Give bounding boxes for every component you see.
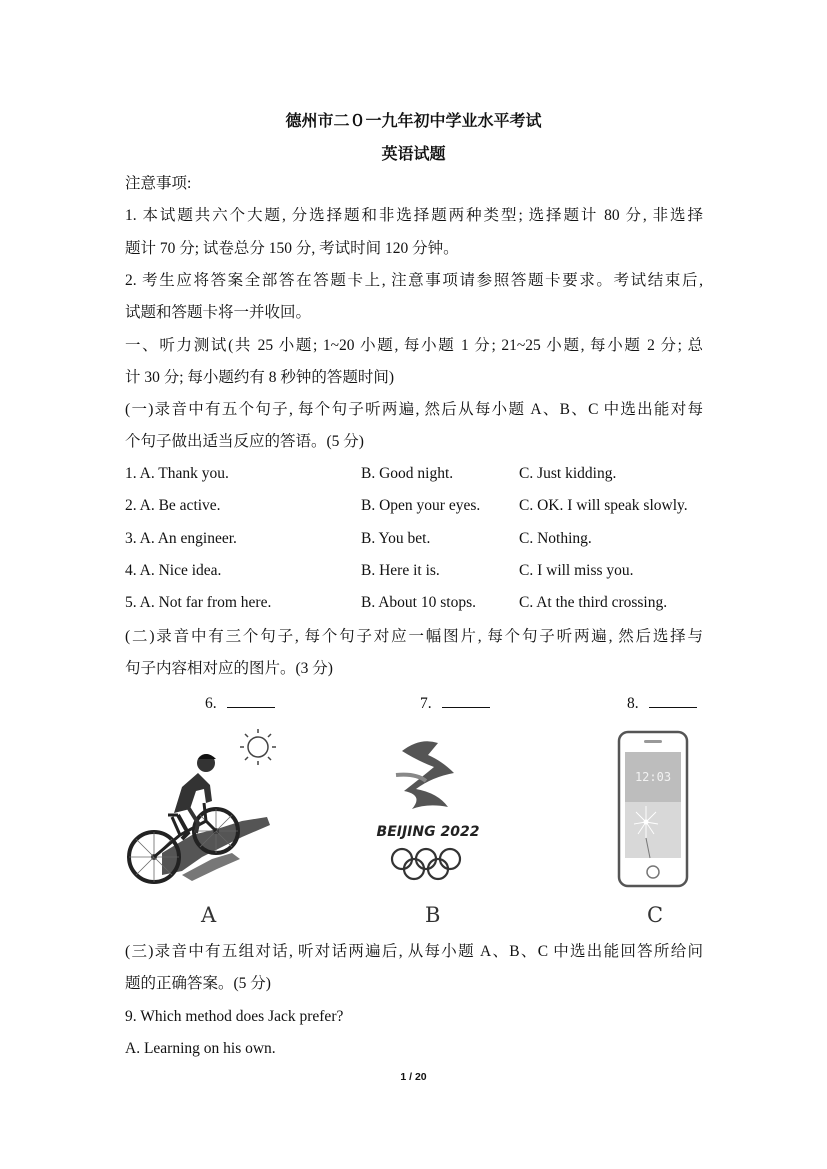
page-number: 1 / 20 <box>400 1071 427 1083</box>
picture-a <box>122 725 282 895</box>
blank-number: 6. <box>205 695 217 712</box>
answer-blank-8 <box>627 693 697 713</box>
q3-option-c: C. Nothing. <box>519 530 592 547</box>
q1-option-a: 1. A. Thank you. <box>125 465 229 482</box>
emblem-text: BEIJING 2022 <box>376 824 480 840</box>
phone-clock-text: 12:03 <box>634 770 672 784</box>
section1-heading-line1: 一、听力测试(共 25 小题; 1~20 小题, 每小题 1 分; 21~25 小题, 每小题 2 分; 总 <box>125 337 703 354</box>
picture-a-label: A <box>201 903 217 927</box>
part2-instruction-line1: (二)录音中有三个句子, 每个句子对应一幅图片, 每个句子听两遍, 然后选择与 <box>125 628 703 645</box>
q4-option-b: B. Here it is. <box>361 562 440 579</box>
notes-item1-line2: 题计 70 分; 试卷总分 150 分, 考试时间 120 分钟。 <box>125 240 459 257</box>
q5-option-a: 5. A. Not far from here. <box>125 594 272 611</box>
part1-instruction-line1: (一)录音中有五个句子, 每个句子听两遍, 然后从每小题 A、B、C 中选出能对每 <box>125 401 703 418</box>
part2-instruction-line2: 句子内容相对应的图片。(3 分) <box>125 660 333 677</box>
notes-item2-line2: 试题和答题卡将一并收回。 <box>125 304 312 321</box>
q2-option-c: C. OK. I will speak slowly. <box>519 497 688 514</box>
beijing-2022-emblem-icon <box>368 733 488 893</box>
notes-heading: 注意事项: <box>125 175 192 192</box>
picture-c <box>616 730 690 890</box>
section1-heading-line2: 计 30 分; 每小题约有 8 秒钟的答题时间) <box>125 369 395 386</box>
answer-blank-6 <box>205 693 275 713</box>
picture-c-label: C <box>647 903 664 927</box>
q5-option-c: C. At the third crossing. <box>519 594 668 611</box>
smartphone-icon <box>616 730 690 890</box>
picture-b-label: B <box>425 903 441 927</box>
part3-instruction-line2: 题的正确答案。(5 分) <box>125 975 271 992</box>
blank-number: 7. <box>420 695 432 712</box>
cyclist-icon <box>122 725 282 895</box>
q2-option-b: B. Open your eyes. <box>361 497 481 514</box>
part3-instruction-line1: (三)录音中有五组对话, 听对话两遍后, 从每小题 A、B、C 中选出能回答所给问 <box>125 943 703 960</box>
q1-option-c: C. Just kidding. <box>519 465 617 482</box>
exam-title: 德州市二０一九年初中学业水平考试 <box>285 113 542 130</box>
notes-item1-line1: 1. 本试题共六个大题, 分选择题和非选择题两种类型; 选择题计 80 分, 非选择 <box>125 207 703 224</box>
question-9-option-a: A. Learning on his own. <box>125 1040 276 1057</box>
q2-option-a: 2. A. Be active. <box>125 497 221 514</box>
q3-option-a: 3. A. An engineer. <box>125 530 237 547</box>
exam-subtitle: 英语试题 <box>381 146 446 163</box>
q4-option-c: C. I will miss you. <box>519 562 634 579</box>
answer-blank-7 <box>420 693 490 713</box>
q4-option-a: 4. A. Nice idea. <box>125 562 222 579</box>
notes-item2-line1: 2. 考生应将答案全部答在答题卡上, 注意事项请参照答题卡要求。考试结束后, <box>125 272 703 289</box>
q3-option-b: B. You bet. <box>361 530 431 547</box>
q1-option-b: B. Good night. <box>361 465 454 482</box>
picture-b <box>368 733 488 893</box>
question-9: 9. Which method does Jack prefer? <box>125 1008 344 1025</box>
blank-number: 8. <box>627 695 639 712</box>
part1-instruction-line2: 个句子做出适当反应的答语。(5 分) <box>125 433 364 450</box>
q5-option-b: B. About 10 stops. <box>361 594 476 611</box>
